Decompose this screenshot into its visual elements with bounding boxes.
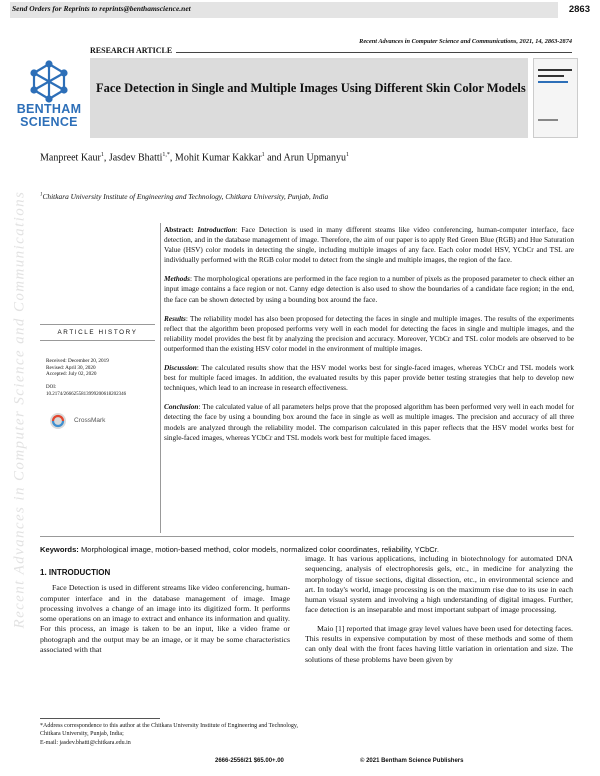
author-name: Mohit Kumar Kakkar <box>174 152 262 164</box>
correspondence-footnote: *Address correspondence to this author at the Chitkara University Institute of Engineering and Technology, Chitkara University, Punjab, India; E-mail: jasdev.bhatti@chitkara.edu.in <box>40 723 299 746</box>
paragraph: image. It has various applications, including in biotechnology for automated DNA sequencing, analysis of electrophoresis gels, etc., in medicine for analyzing the morphology of tissue sections, digital dissection, etc., in environmental science and art. In today's world, image processing is on the maximum rise due to its use in each human visual system and involving a high understanding of digital images. Further, face detection is an inseparable and most important subpart of image processing. <box>305 554 573 615</box>
abstract-divider <box>160 223 161 533</box>
body-column-right <box>305 554 573 673</box>
keywords: Keywords: Morphological image, motion-based method, color models, normalized color coordinates, reliability, YCbCr. <box>40 545 440 554</box>
section-heading: 1. INTRODUCTION <box>40 568 111 577</box>
abstract: Abstract: Introduction: Face Detection is used in many different steams like video conferencing, human-computer interface, face detection, and in the database management of image. Therefore, the aim of our paper is to apply Red Green Blue (RGB) and Hue Saturation Value (HSV) color models in detecting the single, including multiple images of any face. Each color model HSV, YCbCr and TSL are individually performed with the RGB color model to detect from the single and multiple images, the region of the face. Methods: The morphological operations are performed in the face region to a number of pixels as the proposed parameter to check either an input image contains a face region or not. Canny edge detection is also used to show the boundaries of a candidate face region; in the end, the face can be shown detected by using a bounding box around the face. Results: The reliability model has also been proposed for detecting the faces in single and multiple images. The results of the experiments reflect that the algorithm been proposed performs very well in each model for detecting the faces in single and multiple images, and the reliability model provides the best fit by analyzing the precision and accuracy. Moreover, YCbCr and TSL color models are observed to be outperformed than the existing HSV color model in the environment of multiple images. Discussion: The calculated results show that the HSV model works best for single-faced images, whereas YCbCr and TSL models work best for multiple faced images. In addition, the evaluated results by this paper provide better testing strategies that help to develop new techniques, which lead to an increase in research effectiveness. Conclusion: The calculated value of all parameters helps prove that the proposed algorithm has been performed very well in each model for detecting the face by using a bounding box around the face in single as well as multiple images. The precision and accuracy of all three models are analyzed through the reliability model. The comparison calculated in this paper reflects that the HSV model works best for single-faced images, whereas YCbCr and TSL models work best for multiple faced images. <box>164 225 574 442</box>
article-history-heading: ARTICLE HISTORY <box>40 324 155 341</box>
title-box <box>90 58 528 138</box>
doi[interactable]: DOI: 10.2174/2666255813999200618202346 <box>46 385 127 397</box>
page-number: 2863 <box>568 4 590 15</box>
crossmark-label[interactable]: CrossMark <box>74 417 106 424</box>
watermark-text: Recent Advances in Computer Science and Communications <box>11 190 28 629</box>
logo-line-1: BENTHAM <box>16 102 82 116</box>
paragraph: Maio [1] reported that image gray level values have been used for detecting faces. This results in expensive computation by most of these methods and some of them can only deal with the front faces having little variation in orientation and size. The solutions of these problems have been given by <box>305 623 573 664</box>
author-name: Jasdev Bhatti <box>108 152 163 164</box>
section-label: RESEARCH ARTICLE <box>90 46 176 55</box>
publisher-logo-text <box>8 103 90 129</box>
logo-line-2: SCIENCE <box>20 115 78 129</box>
author-list: Manpreet Kaur$^1$, Jasdev Bhatti$^{1,*}$, Mohit Kumar Kakkar$^1$ and Arun Upmanyu$^1$ <box>40 152 349 164</box>
author-name: Arun Upmanyu <box>283 152 346 164</box>
footnote-rule <box>40 718 160 719</box>
body-column-left <box>40 568 290 663</box>
journal-citation: Recent Advances in Computer Science and Communications, 2021, 14, 2863-2874 <box>359 38 572 45</box>
reprints-notice: Send Orders for Reprints to reprints@benthamscience.net <box>12 4 191 13</box>
paragraph: Face Detection is used in different streams like video conferencing, human-computer interface and in the database management of image. Image processing involves a change of an image into its digitized form. It performs some operations on an image to extract and enhance its information and quality. For this process, an image is taken to be an input, like a video frame or photograph and the output may be an image, or it may be some characteristics associated with that <box>40 583 290 655</box>
copyright: © 2021 Bentham Science Publishers <box>360 758 464 764</box>
author-name: Manpreet Kaur <box>40 152 101 164</box>
issn: 2666-2556/21 $65.00+.00 <box>215 758 284 764</box>
article-title: Face Detection in Single and Multiple Images Using Different Skin Color Models <box>96 81 526 95</box>
article-dates: Received: December 20, 2019 Revised: April 30, 2020 Accepted: July 02, 2020 <box>46 358 109 378</box>
journal-cover-thumbnail <box>533 58 578 138</box>
affiliation: $^1$Chitkara University Institute of Engineering and Technology, Chitkara University, Punjab, India <box>40 192 329 201</box>
keywords-rule <box>40 536 574 537</box>
